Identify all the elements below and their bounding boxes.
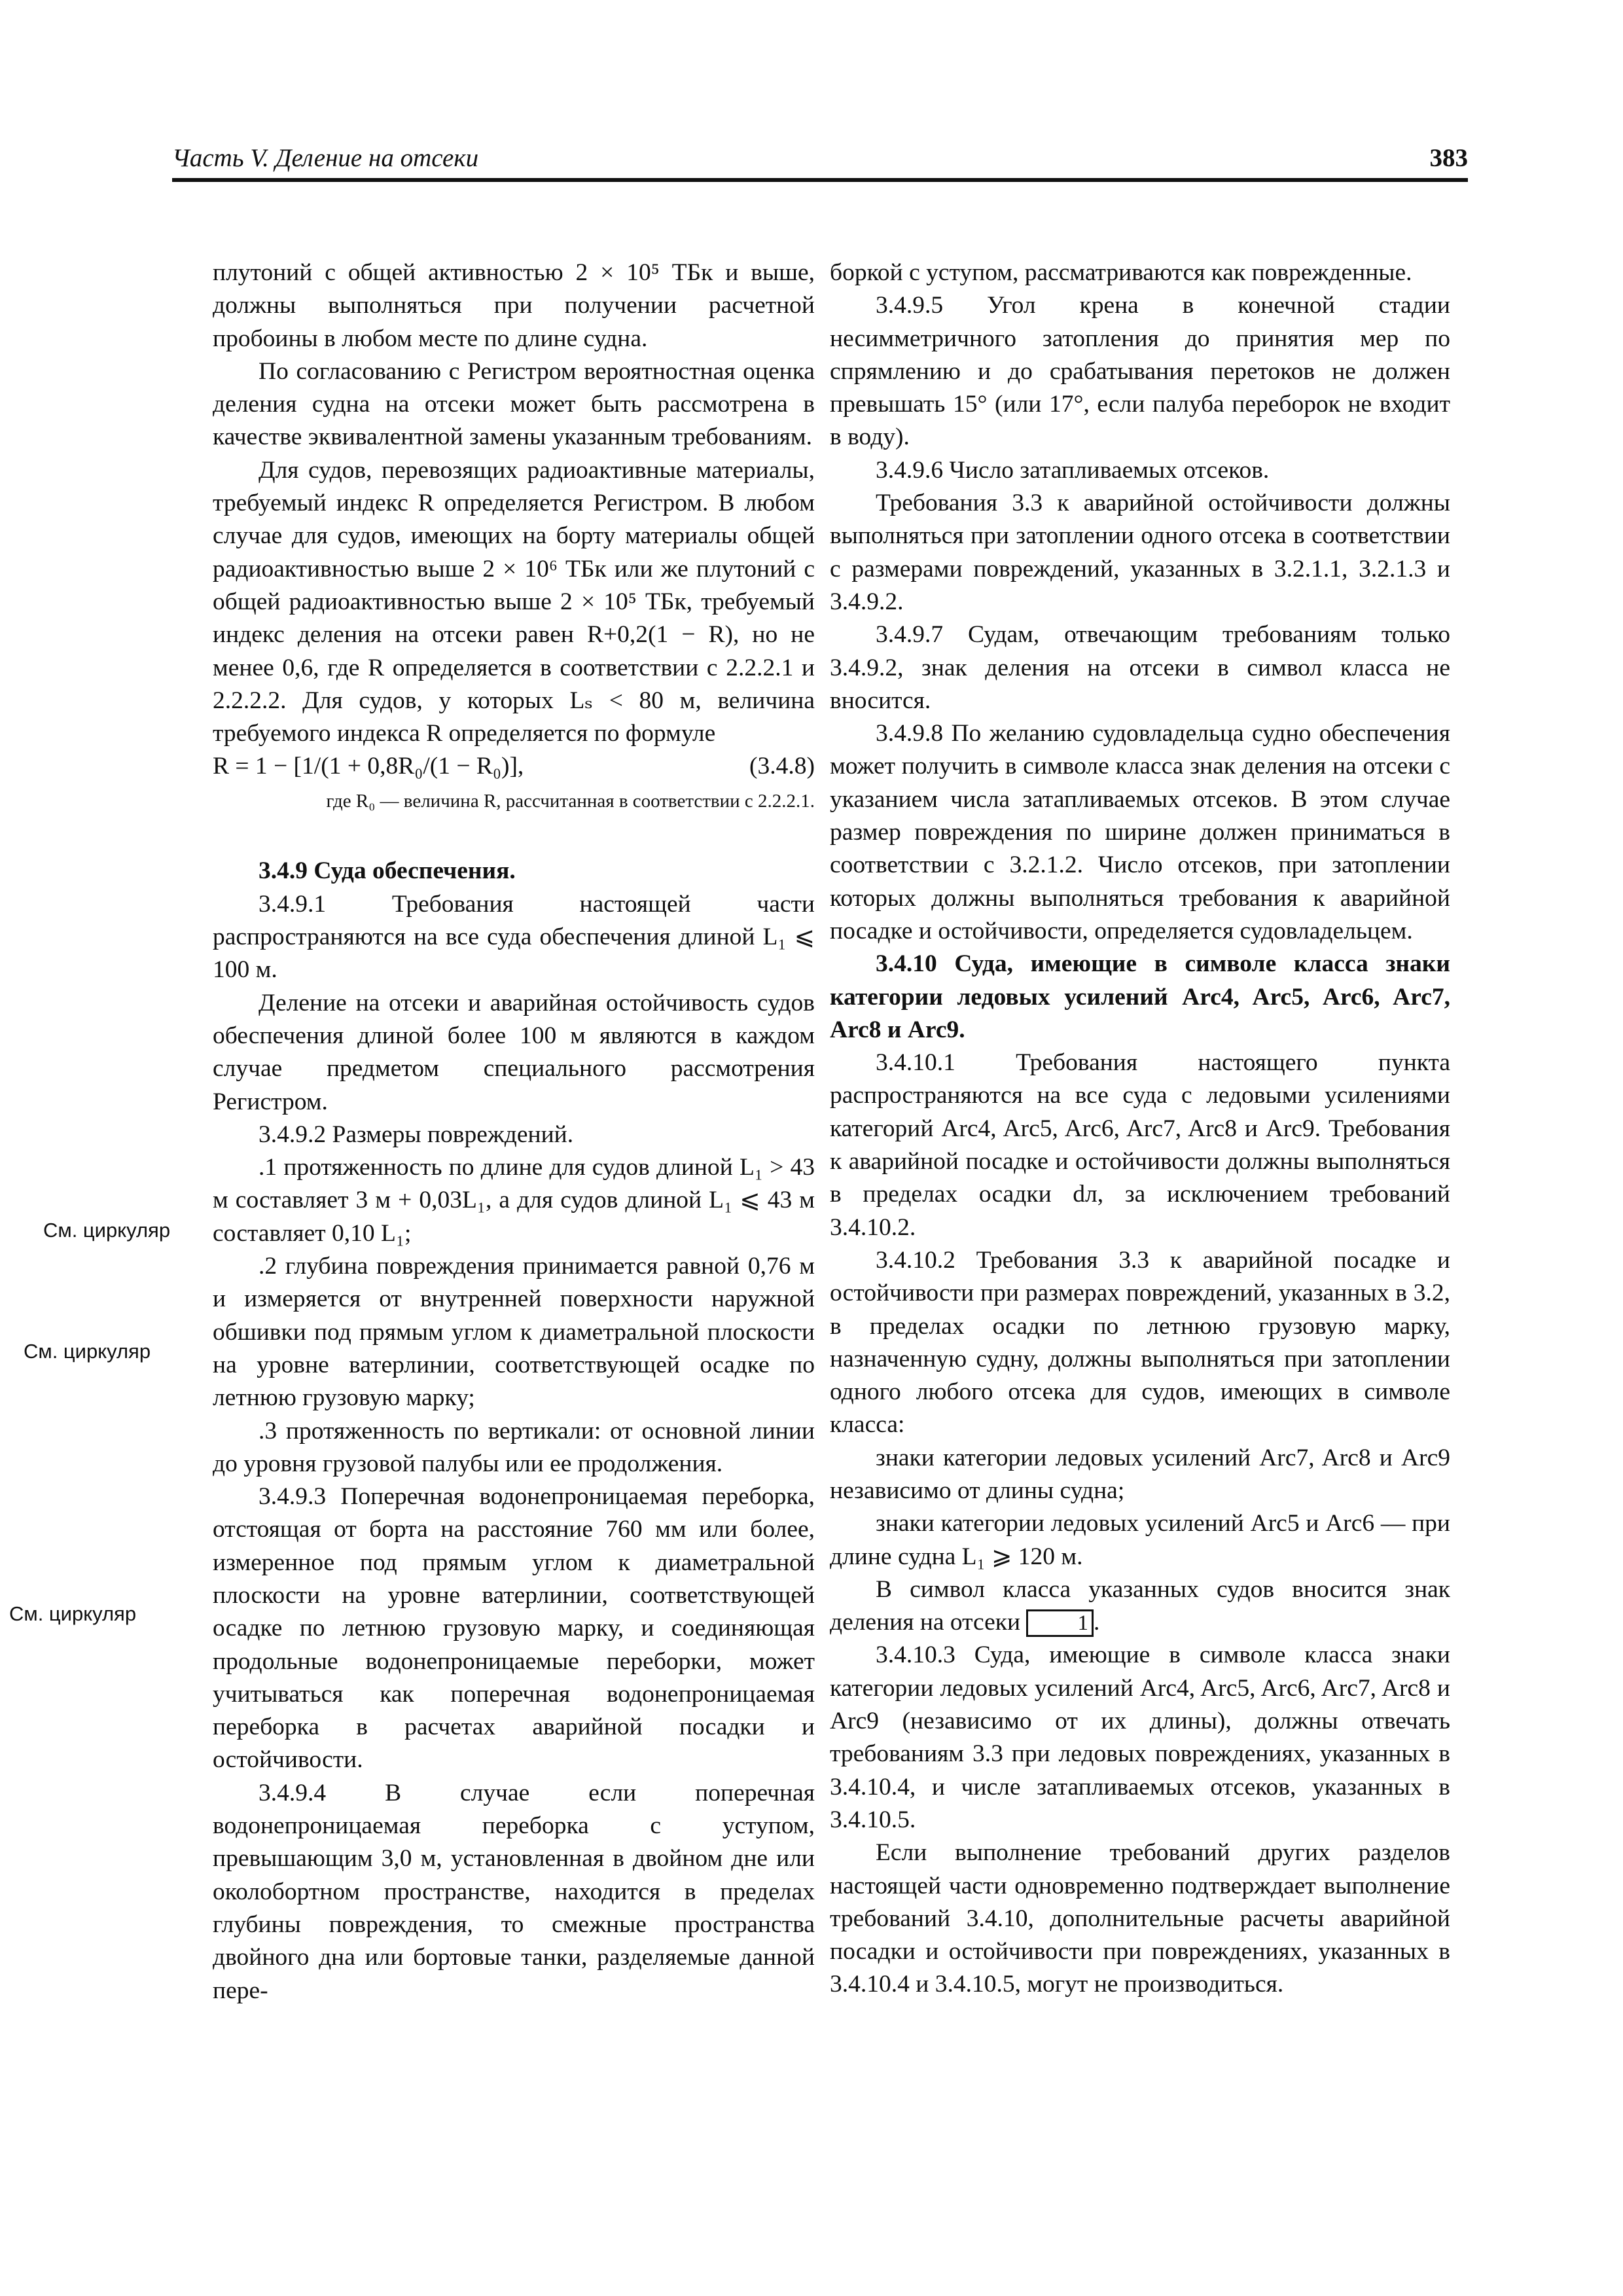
paragraph: Если выполнение требований других разделов настоящей части одновременно подтверждает выполнение требований 3.4.10, дополнительные расчеты аварийной посадки и остойчивости при повреждениях, указанных в 3.4.10.4 и 3.4.10.5, могут не производиться. xyxy=(830,1839,1450,1998)
right-column xyxy=(830,257,1450,2001)
paragraph: знаки категории ледовых усилений Arc7, Arc8 и Arc9 независимо от длины судна; xyxy=(830,1444,1450,1504)
subdivision-sign-box: 1 xyxy=(1026,1609,1094,1637)
formula-3-4-8 xyxy=(213,750,815,787)
list-item: .1 протяженность по длине для судов длиной L₁ > 43 м составляет 3 м + 0,03L₁, а для судов длиной L₁ ⩽ 43 м составляет 0,10 L₁; xyxy=(213,1154,815,1247)
header-title: Часть V. Деление на отсеки xyxy=(172,144,479,172)
paragraph: 3.4.9.3 Поперечная водонепроницаемая переборка, отстоящая от борта на расстояние 760 мм или более, измеренное под прямым углом к диаметральной плоскости на уровне ватерлинии, соответствующей осадке по летнюю грузовую марку, и соединяющая продольные водонепроницаемые переборки, может учитываться как поперечная водонепроницаемая переборка в расчетах аварийной посадки и остойчивости. xyxy=(213,1483,815,1774)
formula-note: где R₀ — величина R, рассчитанная в соответствии с 2.2.2.1. xyxy=(326,791,815,812)
formula-number: (3.4.8) xyxy=(749,753,815,780)
paragraph: Для судов, перевозящих радиоактивные материалы, требуемый индекс R определяется Регистром. В любом случае для судов, имеющих на борту материалы общей радиоактивностью выше 2 × 10⁶ ТБк или же плутоний с общей радиоактивностью выше 2 × 10⁵ ТБк, требуемый индекс деления на отсеки равен R+0,2(1 − R), но не менее 0,6, где R определяется в соответствии с 2.2.2.1 и 2.2.2.2. Для судов, у которых Lₛ < 80 м, величина требуемого индекса R определяется по формуле xyxy=(213,456,815,747)
paragraph: 3.4.9.2 Размеры повреждений. xyxy=(259,1121,574,1148)
list-item: .2 глубина повреждения принимается равной 0,76 м и измеряется от внутренней поверхности наружной обшивки под прямым углом к диаметральной плоскости на уровне ватерлинии, соответствующей осадке по летнюю грузовую марку; xyxy=(213,1253,815,1412)
paragraph-text: В символ класса указанных судов вносится знак деления на отсеки xyxy=(830,1575,1450,1636)
paragraph: знаки категории ледовых усилений Arc5 и Arc6 — при длине судна L₁ ⩾ 120 м. xyxy=(830,1510,1450,1570)
paragraph: 3.4.9.8 По желанию судовладельца судно обеспечения может получить в символе класса знак деления на отсеки с указанием числа затапливаемых отсеков. В этом случае размер повреждения по ширине должен приниматься в соответствии с 3.2.1.2. Число отсеков, при затоплении которых должны выполняться требования к аварийной посадке и остойчивости, определяется судовладельцем. xyxy=(830,720,1450,944)
paragraph: 3.4.9.6 Число затапливаемых отсеков. xyxy=(876,456,1270,484)
section-heading: 3.4.9 Суда обеспечения. xyxy=(259,857,516,885)
margin-note-circular: См. циркуляр xyxy=(43,1219,171,1242)
margin-note-circular: См. циркуляр xyxy=(9,1602,137,1625)
paragraph: 3.4.9.1 Требования настоящей части распространяются на все суда обеспечения длиной L₁ ⩽ 100 м. xyxy=(213,890,815,984)
list-item: .3 протяженность по вертикали: от основной линии до уровня грузовой палубы или ее продолжения. xyxy=(213,1417,815,1477)
paragraph: 3.4.9.4 В случае если поперечная водонепроницаемая переборка с уступом, превышающим 3,0 м, установленная в двойном дне или околобортном пространстве, находится в пределах глубины повреждения, то смежные пространства двойного дна или бортовые танки, разделяемые данной пере- xyxy=(213,1779,815,2004)
paragraph: В символ класса указанных судов вносится знак деления на отсеки 1 . xyxy=(830,1575,1450,1636)
paragraph: боркой с уступом, рассматриваются как поврежденные. xyxy=(830,259,1412,286)
paragraph: 3.4.10.2 Требования 3.3 к аварийной посадке и остойчивости при размерах повреждений, указанных в 3.2, в пределах осадки по летнюю грузовую марку, назначенную судну, должны выполняться при затоплении одного любого отсека для судов, имеющих в символе класса: xyxy=(830,1246,1450,1439)
paragraph: 3.4.10.3 Суда, имеющие в символе класса знаки категории ледовых усилений Arc4, Arc5, Arc6, Arc7, Arc8 и Arc9 (независимо от их длины), должны отвечать требованиям 3.3 при ледовых повреждениях, указанных в 3.4.10.4, и числе затапливаемых отсеков, указанных в 3.4.10.5. xyxy=(830,1641,1450,1833)
page-header xyxy=(172,144,1468,182)
paragraph: плутоний с общей активностью 2 × 10⁵ ТБк и выше, должны выполняться при получении расчетной пробоины в любом месте по длине судна. xyxy=(213,259,815,352)
paragraph: Деление на отсеки и аварийная остойчивость судов обеспечения длиной более 100 м являются в каждом случае предметом специального рассмотрения Регистром. xyxy=(213,989,815,1115)
page-number: 383 xyxy=(1429,144,1468,172)
paragraph: 3.4.10.1 Требования настоящего пункта распространяются на все суда с ледовыми усилениями категорий Arc4, Arc5, Arc6, Arc7, Arc8 и Arc9. Требования к аварийной посадке и остойчивости должны выполняться в пределах осадки dл, за исключением требований 3.4.10.2. xyxy=(830,1049,1450,1241)
margin-note-circular: См. циркуляр xyxy=(24,1340,151,1363)
left-column xyxy=(213,257,815,2007)
paragraph: 3.4.9.7 Судам, отвечающим требованиям только 3.4.9.2, знак деления на отсеки в символ класса не вносится. xyxy=(830,621,1450,714)
paragraph: По согласованию с Регистром вероятностная оценка деления судна на отсеки может быть рассмотрена в качестве эквивалентной замены указанным требованиям. xyxy=(213,357,815,451)
paragraph: Требования 3.3 к аварийной остойчивости должны выполняться при затоплении одного отсека в соответствии с размерами повреждений, указанных в 3.2.1.1, 3.2.1.3 и 3.4.9.2. xyxy=(830,490,1450,615)
paragraph: 3.4.9.5 Угол крена в конечной стадии несимметричного затопления до принятия мер по спрямлению и до срабатывания перетоков не должен превышать 15° (или 17°, если палуба переборок не входит в воду). xyxy=(830,292,1450,451)
section-heading: 3.4.10 Суда, имеющие в символе класса знаки категории ледовых усилений Arc4, Arc5, Arc6, Arc7, Arc8 и Arc9. xyxy=(830,950,1450,1043)
formula-expression: R = 1 − [1/(1 + 0,8R₀/(1 − R₀)], xyxy=(213,753,524,780)
